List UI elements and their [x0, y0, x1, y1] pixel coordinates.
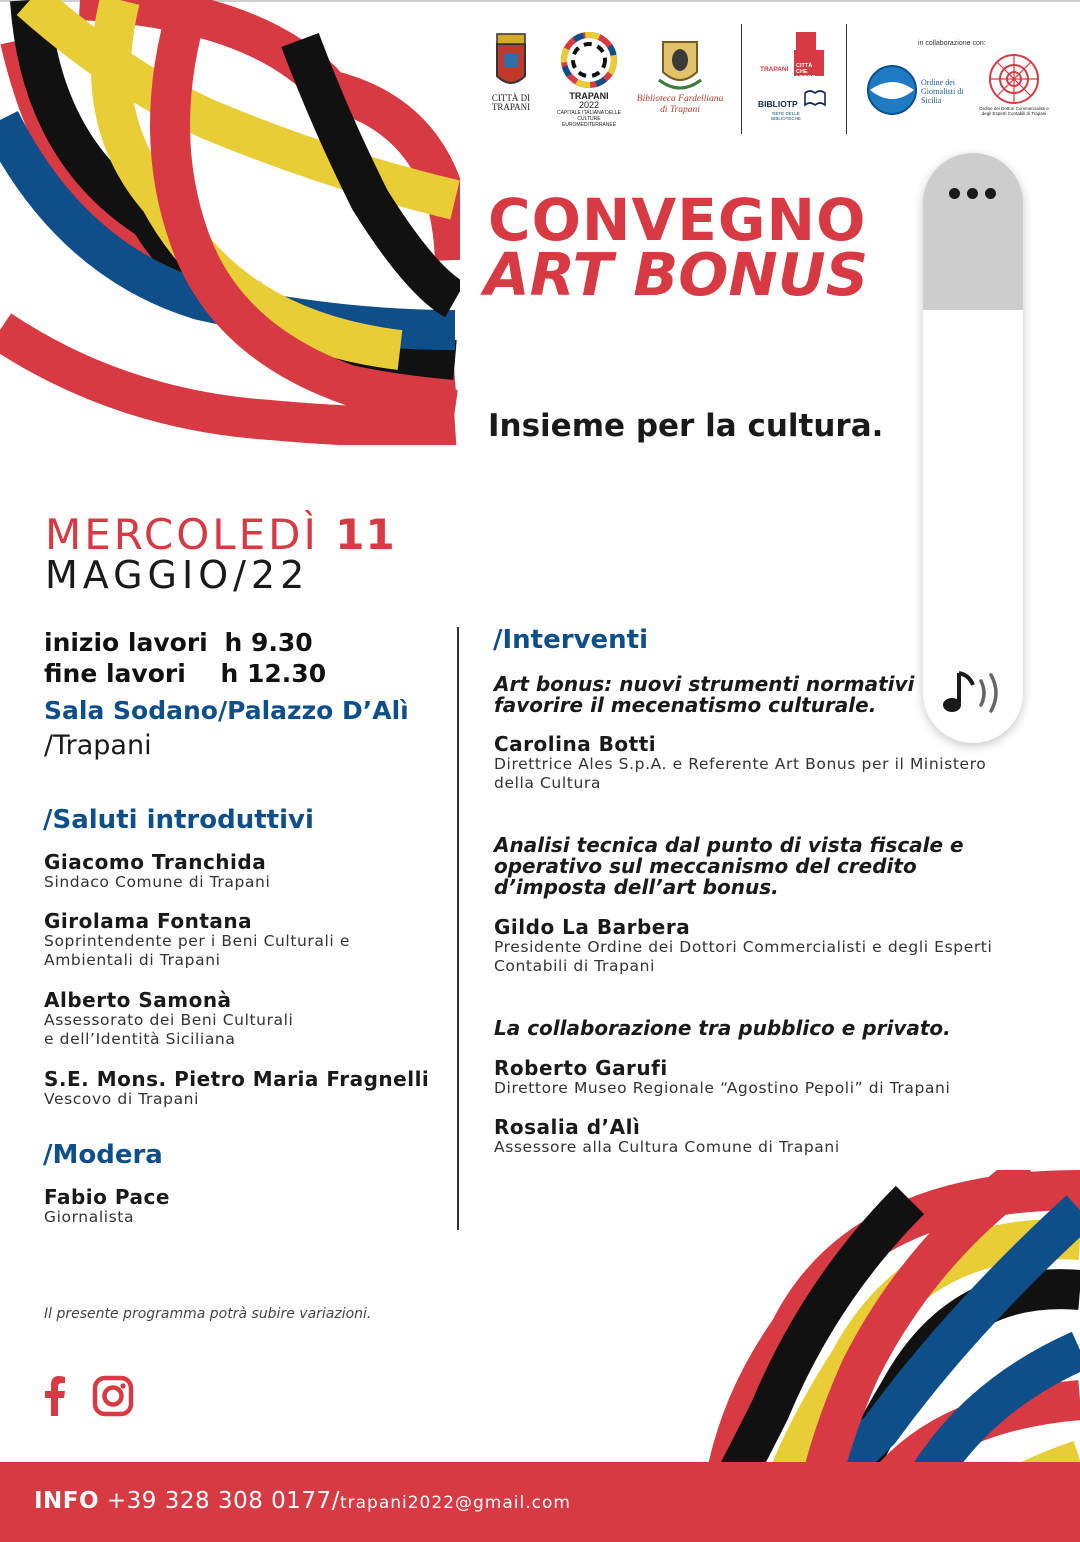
tagline: Insieme per la cultura. — [488, 408, 884, 444]
info-label: INFO — [34, 1488, 100, 1514]
open-book-icon — [804, 88, 826, 108]
person-role: Assessorato dei Beni Culturali — [44, 1011, 294, 1029]
end-time: h 12.30 — [220, 659, 327, 688]
program-note: Il presente programma potrà subire variazioni. — [44, 1306, 372, 1322]
logo-biblioteca-text: Biblioteca Fardelliana di Trapani — [636, 94, 724, 115]
weekday: MERCOLEDÌ — [45, 510, 319, 559]
title-line-1: CONVEGNO — [488, 186, 867, 254]
person-name: Gildo La Barbera — [494, 915, 691, 939]
logo-commercialisti-text: Ordine dei Dottori Commercialisti e degli Esperti Contabili di Trapani — [979, 106, 1049, 116]
speaker — [494, 916, 1054, 976]
event-date-weekday — [45, 510, 396, 559]
logo-bibliotp-sub: RETE DELLE BIBLIOTECHE — [771, 111, 801, 121]
footer-contact — [34, 1488, 571, 1514]
person-role: Direttore Museo Regionale “Agostino Pepoli” di Trapani — [494, 1079, 951, 1097]
talk-title-line: favorire il mecenatismo culturale. — [494, 693, 877, 717]
moderator — [44, 1186, 444, 1227]
start-time: h 9.30 — [224, 628, 313, 657]
person-role: Contabili di Trapani — [494, 957, 655, 975]
logo-biblioteca-fardelliana — [632, 30, 728, 116]
coat-of-arms-icon — [489, 30, 533, 94]
phone-number[interactable]: +39 328 308 0177/ — [106, 1488, 340, 1514]
person-role: Direttrice Ales S.p.A. e Referente Art Bonus per il Ministero — [494, 755, 987, 773]
talk-title — [494, 835, 964, 898]
saluti-person — [44, 851, 444, 892]
person-role: della Cultura — [494, 774, 601, 792]
owl-crest-icon — [655, 30, 705, 94]
talk-title-line: La collaborazione tra pubblico e privato. — [494, 1016, 951, 1040]
person-role: Sindaco Comune di Trapani — [44, 873, 271, 891]
person-role: Soprintendente per i Beni Culturali e — [44, 932, 350, 950]
saluti-person — [44, 989, 444, 1049]
saluti-person — [44, 910, 444, 970]
logo-bibliotp-text: BIBLIOTP — [758, 99, 798, 109]
person-name: Alberto Samonà — [44, 988, 232, 1012]
person-role: Assessore alla Cultura Comune di Trapani — [494, 1138, 840, 1156]
facebook-icon[interactable] — [40, 1376, 70, 1416]
venue: Sala Sodano/Palazzo D’Alì — [44, 696, 409, 725]
title-line-2: ART BONUS — [484, 240, 869, 309]
logo-giornalisti — [864, 64, 964, 120]
start-time-row — [44, 628, 313, 657]
email-link[interactable]: trapani2022@gmail.com — [339, 1493, 571, 1513]
talk-title-line: d’imposta dell’art bonus. — [494, 875, 779, 899]
decorative-arcs-top — [0, 0, 460, 445]
talk-title-line: operativo sul meccanismo del credito — [494, 854, 917, 878]
person-name: Rosalia d’Alì — [494, 1115, 641, 1139]
end-time-row — [44, 659, 326, 688]
trapani-2022-star-icon — [557, 28, 621, 92]
column-divider — [457, 627, 459, 1230]
rosette-icon — [984, 52, 1044, 106]
talk-title — [494, 1018, 951, 1039]
interventi-heading: /Interventi — [493, 625, 648, 655]
start-label: inizio lavori — [44, 628, 208, 657]
logo-2022-year: 2022 — [578, 100, 600, 110]
person-role: Ambientali di Trapani — [44, 951, 221, 969]
talk-title — [494, 674, 914, 716]
day-number: 11 — [335, 510, 396, 559]
logo-2022-title: TRAPANI — [569, 91, 609, 101]
logo-citta-che-legge — [758, 30, 828, 80]
venue-city: /Trapani — [44, 730, 152, 761]
person-name: Carolina Botti — [494, 732, 657, 756]
logo-trapani-2022 — [556, 28, 622, 128]
logo-citta-text: CITTÀ DI TRAPANI — [491, 93, 531, 112]
logo-citta-b: CITTÀ CHE LEGGE — [796, 63, 816, 81]
person-name: S.E. Mons. Pietro Maria Fragnelli — [44, 1067, 430, 1091]
globe-icon — [864, 64, 920, 116]
logo-2022-sub: CAPITALE ITALIANA DELLE CULTURE EUROMEDITERRANEE — [556, 110, 621, 128]
talk-title-line: Art bonus: nuovi strumenti normativi — [494, 672, 915, 696]
speaker — [494, 1116, 1054, 1157]
saluti-heading: /Saluti introduttivi — [43, 805, 314, 835]
end-label: fine lavori — [44, 659, 186, 688]
modera-heading: /Modera — [43, 1140, 163, 1170]
logo-separator — [846, 24, 847, 134]
audio-speaker-icon[interactable] — [939, 665, 1009, 721]
logo-giornalisti-text: Ordine dei Giornalisti di Sicilia — [921, 78, 964, 105]
talk-title-line: Analisi tecnica dal punto di vista fiscale e — [494, 833, 964, 857]
saluti-person — [44, 1068, 454, 1109]
logo-citta-trapani — [488, 30, 534, 112]
more-options-icon[interactable] — [947, 188, 999, 200]
event-date-month: MAGGIO/22 — [45, 553, 310, 597]
logo-bibliotp — [758, 92, 828, 121]
person-role: Presidente Ordine dei Dottori Commercialisti e degli Esperti — [494, 938, 993, 956]
person-role: Vescovo di Trapani — [44, 1090, 199, 1108]
person-role: e dell’Identità Siciliana — [44, 1030, 236, 1048]
person-name: Fabio Pace — [44, 1185, 170, 1209]
person-name: Giacomo Tranchida — [44, 850, 267, 874]
audio-widget-header[interactable] — [923, 153, 1023, 310]
logo-commercialisti — [974, 52, 1054, 116]
instagram-icon[interactable] — [92, 1375, 134, 1417]
person-role: Giornalista — [44, 1208, 135, 1226]
collab-label: in collaborazione con: — [918, 40, 986, 47]
person-name: Girolama Fontana — [44, 909, 253, 933]
person-name: Roberto Garufi — [494, 1056, 668, 1080]
audio-widget — [923, 153, 1023, 743]
speaker — [494, 1057, 1054, 1098]
logo-citta-a: TRAPANI — [760, 66, 789, 73]
logo-separator — [741, 24, 742, 134]
